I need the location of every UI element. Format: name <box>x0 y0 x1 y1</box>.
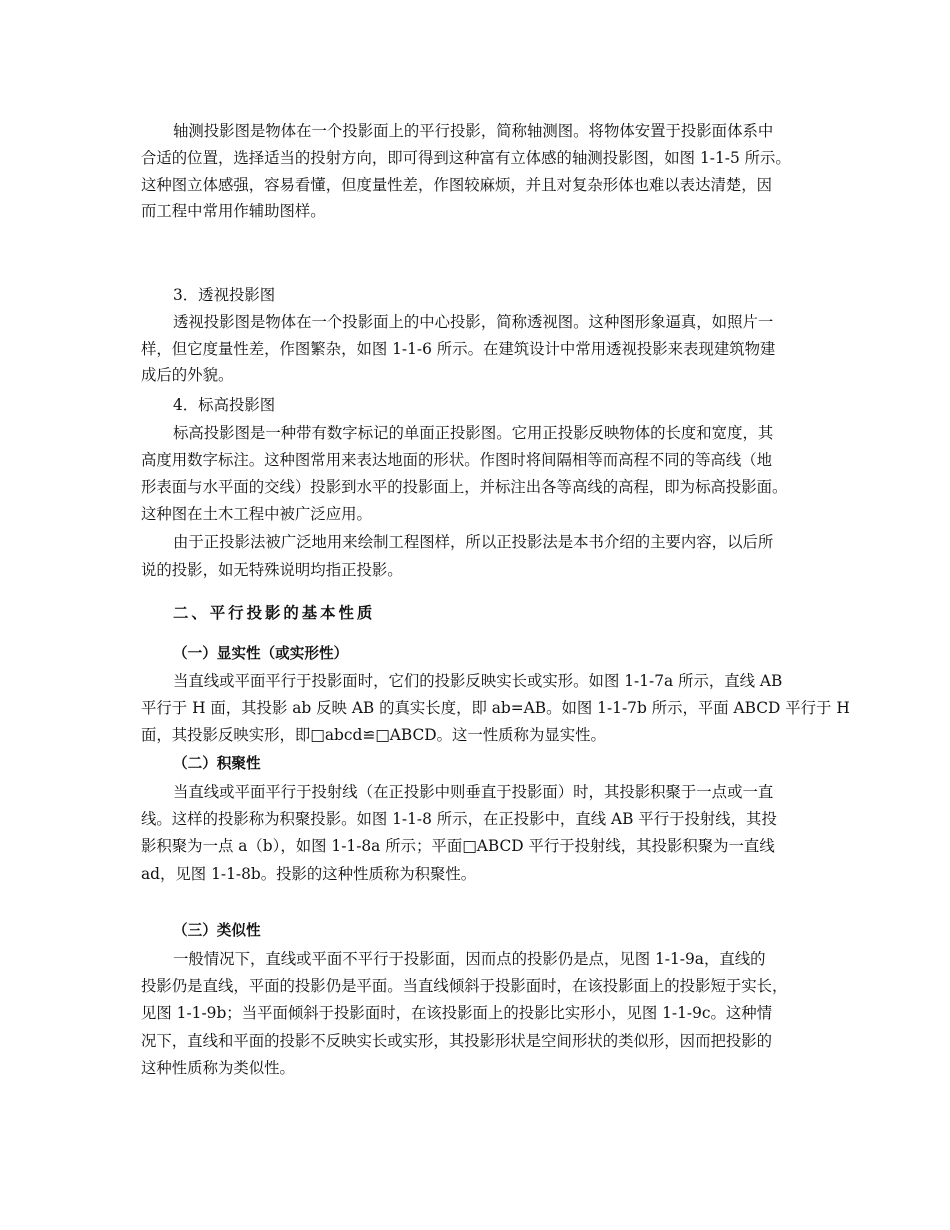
paragraph-line: 这种图在土木工程中被广泛应用。 <box>141 505 372 523</box>
subsection-title: （一）显实性（或实形性） <box>173 645 349 662</box>
paragraph-line: 当直线或平面平行于投射线（在正投影中则垂直于投影面）时，其投影积聚于一点或一直 <box>173 783 774 801</box>
paragraph-line: ad，见图 1-1-8b。投影的这种性质称为积聚性。 <box>141 865 477 883</box>
paragraph-line: 由于正投影法被广泛地用来绘制工程图样，所以正投影法是本书介绍的主要内容，以后所 <box>173 533 774 551</box>
paragraph-line: 这种图立体感强，容易看懂，但度量性差，作图较麻烦，并且对复杂形体也难以表达清楚，因 <box>141 176 773 194</box>
paragraph-line: 透视投影图是物体在一个投影面上的中心投影，简称透视图。这种图形象逼真，如照片一 <box>173 313 774 331</box>
paragraph-line: 样，但它度量性差，作图繁杂，如图 1-1-6 所示。在建筑设计中常用透视投影来表现建筑物建 <box>141 340 776 358</box>
subsection-title: （三）类似性 <box>173 922 261 939</box>
heading-perspective: 3．透视投影图 <box>173 286 276 304</box>
paragraph-line: 线。这样的投影称为积聚投影。如图 1-1-8 所示，在正投影中，直线 AB 平行于投射线，其投 <box>141 810 777 828</box>
paragraph-line: 当直线或平面平行于投影面时，它们的投影反映实长或实形。如图 1-1-7a 所示，直线 AB <box>173 672 783 690</box>
paragraph-line: 平行于 H 面，其投影 ab 反映 AB 的真实长度，即 ab=AB。如图 1-1-7b 所示，平面 ABCD 平行于 H <box>141 699 850 717</box>
paragraph-line: 形表面与水平面的交线）投影到水平的投影面上，并标注出各等高线的高程，即为标高投影面。 <box>141 478 788 496</box>
paragraph-line: 合适的位置，选择适当的投射方向，即可得到这种富有立体感的轴测投影图，如图 1-1-5 所示。 <box>141 149 791 167</box>
paragraph-line: 成后的外貌。 <box>141 366 234 384</box>
paragraph-line: 投影仍是直线，平面的投影仍是平面。当直线倾斜于投影面时，在该投影面上的投影短于实长， <box>141 977 788 995</box>
paragraph-line: 影积聚为一点 a（b），如图 1-1-8a 所示；平面□ABCD 平行于投射线，其投影积聚为一直线 <box>141 837 775 855</box>
paragraph-line: 而工程中常用作辅助图样。 <box>141 202 326 220</box>
paragraph-line: 面，其投影反映实形，即□abcd≌□ABCD。这一性质称为显实性。 <box>141 726 606 744</box>
paragraph-line: 见图 1-1-9b；当平面倾斜于投影面时，在该投影面上的投影比实形小，见图 1-1-9c。这种情 <box>141 1004 773 1022</box>
subsection-title: （二）积聚性 <box>173 755 261 772</box>
paragraph-line: 高度用数字标注。这种图常用来表达地面的形状。作图时将间隔相等而高程不同的等高线（地 <box>141 451 773 469</box>
heading-elevation: 4．标高投影图 <box>173 396 276 414</box>
paragraph-line: 轴测投影图是物体在一个投影面上的平行投影，简称轴测图。将物体安置于投影面体系中 <box>173 122 774 140</box>
section-title: 二、平行投影的基本性质 <box>173 604 376 622</box>
paragraph-line: 说的投影，如无特殊说明均指正投影。 <box>141 561 403 579</box>
paragraph-line: 标高投影图是一种带有数字标记的单面正投影图。它用正投影反映物体的长度和宽度，其 <box>173 424 774 442</box>
paragraph-line: 一般情况下，直线或平面不平行于投影面，因而点的投影仍是点，见图 1-1-9a，直线的 <box>173 950 766 968</box>
paragraph-line: 这种性质称为类似性。 <box>141 1059 295 1077</box>
paragraph-line: 况下，直线和平面的投影不反映实长或实形，其投影形状是空间形状的类似形，因而把投影的 <box>141 1032 773 1050</box>
